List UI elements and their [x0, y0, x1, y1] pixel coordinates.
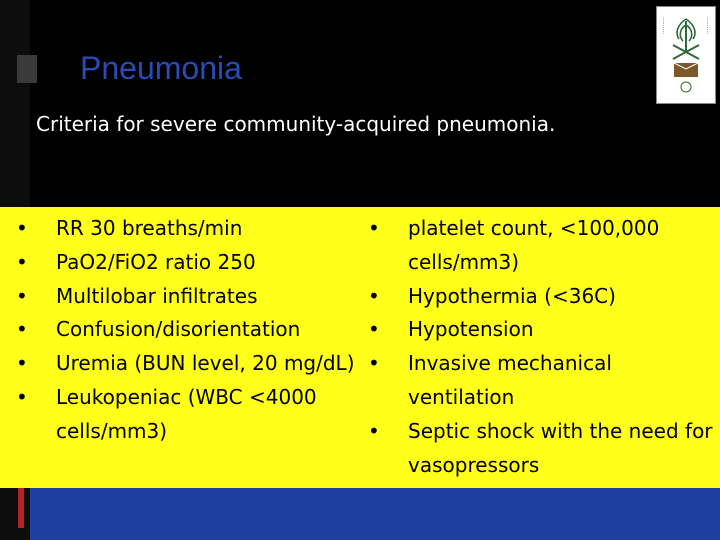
svg-text:.........: .........: [705, 17, 712, 35]
criteria-text: Confusion/disorientation: [56, 317, 301, 342]
criteria-text: Multilobar infiltrates: [56, 283, 258, 308]
criteria-text: Septic shock with the need for vasopressors: [408, 418, 713, 477]
bullet-icon: •: [368, 317, 380, 342]
criteria-item: [368, 313, 718, 347]
bullet-icon: •: [368, 216, 380, 240]
svg-text:.........: .........: [661, 17, 668, 35]
criteria-item: [16, 280, 356, 314]
criteria-list-left: [16, 212, 356, 449]
criteria-item: [368, 280, 718, 314]
criteria-item: [16, 313, 356, 347]
bullet-icon: •: [16, 384, 28, 409]
university-emblem-icon: [656, 6, 716, 104]
criteria-text: RR 30 breaths/min: [56, 216, 243, 240]
bullet-icon: •: [16, 351, 28, 376]
criteria-list-right: [368, 212, 718, 482]
slide-subtitle: Criteria for severe community-acquired pneumonia.: [36, 112, 556, 136]
slide-title: Pneumonia: [80, 50, 242, 86]
criteria-item: [368, 212, 718, 280]
bullet-icon: •: [16, 216, 28, 240]
criteria-text: platelet count, <100,000 cells/mm3): [408, 216, 660, 274]
bullet-icon: •: [16, 249, 28, 274]
criteria-item: [16, 347, 356, 381]
criteria-item: [16, 381, 356, 449]
criteria-item: [368, 347, 718, 415]
footer-band: [30, 488, 720, 540]
criteria-text: Uremia (BUN level, 20 mg/dL): [56, 351, 355, 376]
footer-accent-bar: [18, 488, 24, 528]
title-marker: [17, 55, 37, 83]
criteria-text: Hypotension: [408, 317, 534, 342]
bullet-icon: •: [368, 283, 380, 308]
criteria-item: [16, 212, 356, 246]
bullet-icon: •: [16, 317, 28, 342]
criteria-item: [368, 415, 718, 483]
criteria-item: [16, 246, 356, 280]
bullet-icon: •: [368, 351, 380, 376]
bullet-icon: •: [368, 418, 380, 443]
bullet-icon: •: [16, 283, 28, 308]
criteria-text: Invasive mechanical ventilation: [408, 351, 612, 409]
criteria-text: PaO2/FiO2 ratio 250: [56, 249, 256, 274]
criteria-text: Leukopeniac (WBC <4000 cells/mm3): [56, 384, 317, 443]
criteria-text: Hypothermia (<36C): [408, 283, 616, 308]
